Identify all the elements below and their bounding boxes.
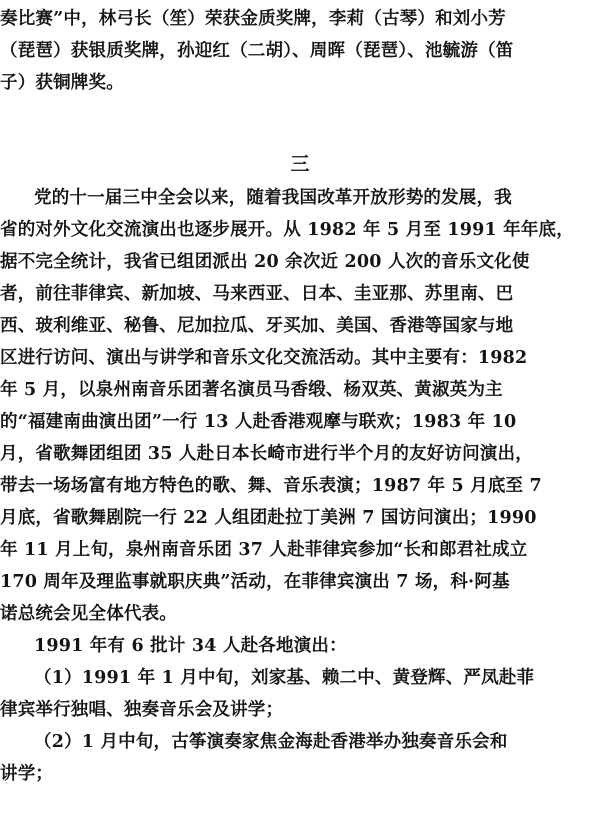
text-line: 区进行访问、演出与讲学和音乐文化交流活动。其中主要有：1982 <box>0 348 528 368</box>
section-heading: 三 <box>290 153 310 175</box>
text-line: 月底，省歌舞剧院一行 22 人组团赴拉丁美洲 7 国访问演出；1990 <box>0 508 537 528</box>
text-line: 年 11 月上旬，泉州南音乐团 37 人赴菲律宾参加“长和郎君社成立 <box>0 540 528 560</box>
list-item: （1）1991 年 1 月中旬，刘家基、赖二中、黄登辉、严凤赴菲 <box>34 668 535 688</box>
text-line: 诺总统会见全体代表。 <box>0 604 177 624</box>
text-line: 党的十一届三中全会以来，随着我国改革开放形势的发展，我 <box>34 188 512 208</box>
text-line: 西、玻利维亚、秘鲁、尼加拉瓜、牙买加、美国、香港等国家与地 <box>0 316 514 336</box>
list-item-continuation: 讲学； <box>0 764 54 784</box>
text-line: 省的对外文化交流演出也逐步展开。从 1982 年 5 月至 1991 年年底， <box>0 220 574 240</box>
text-line: 子）获铜牌奖。 <box>0 73 124 93</box>
text-line: 1991 年有 6 批计 34 人赴各地演出： <box>34 636 347 656</box>
text-line: 带去一场场富有地方特色的歌、舞、音乐表演；1987 年 5 月底至 7 <box>0 476 542 496</box>
list-item-continuation: 律宾举行独唱、独奏音乐会及讲学； <box>0 700 284 720</box>
text-line: 据不完全统计，我省已组团派出 20 余次近 200 人次的音乐文化使 <box>0 252 530 272</box>
text-line: 的“福建南曲演出团”一行 13 人赴香港观摩与联欢；1983 年 10 <box>0 412 517 432</box>
text-line: （琵琶）获银质奖牌，孙迎红（二胡）、周晖（琵琶）、池毓游（笛 <box>0 41 514 61</box>
text-line: 月，省歌舞团组团 35 人赴日本长崎市进行半个月的友好访问演出， <box>0 444 533 464</box>
text-line: 奏比赛”中，林弓长（笙）荣获金质奖牌，李莉（古琴）和刘小芳 <box>0 9 506 29</box>
text-line: 年 5 月，以泉州南音乐团著名演员马香缎、杨双英、黄淑英为主 <box>0 380 503 400</box>
text-line: 170 周年及理监事就职庆典”活动，在菲律宾演出 7 场，科·阿基 <box>0 572 510 592</box>
text-line: 者，前往菲律宾、新加坡、马来西亚、日本、圭亚那、苏里南、巴 <box>0 284 514 304</box>
list-item: （2）1 月中旬，古筝演奏家焦金海赴香港举办独奏音乐会和 <box>34 732 508 752</box>
